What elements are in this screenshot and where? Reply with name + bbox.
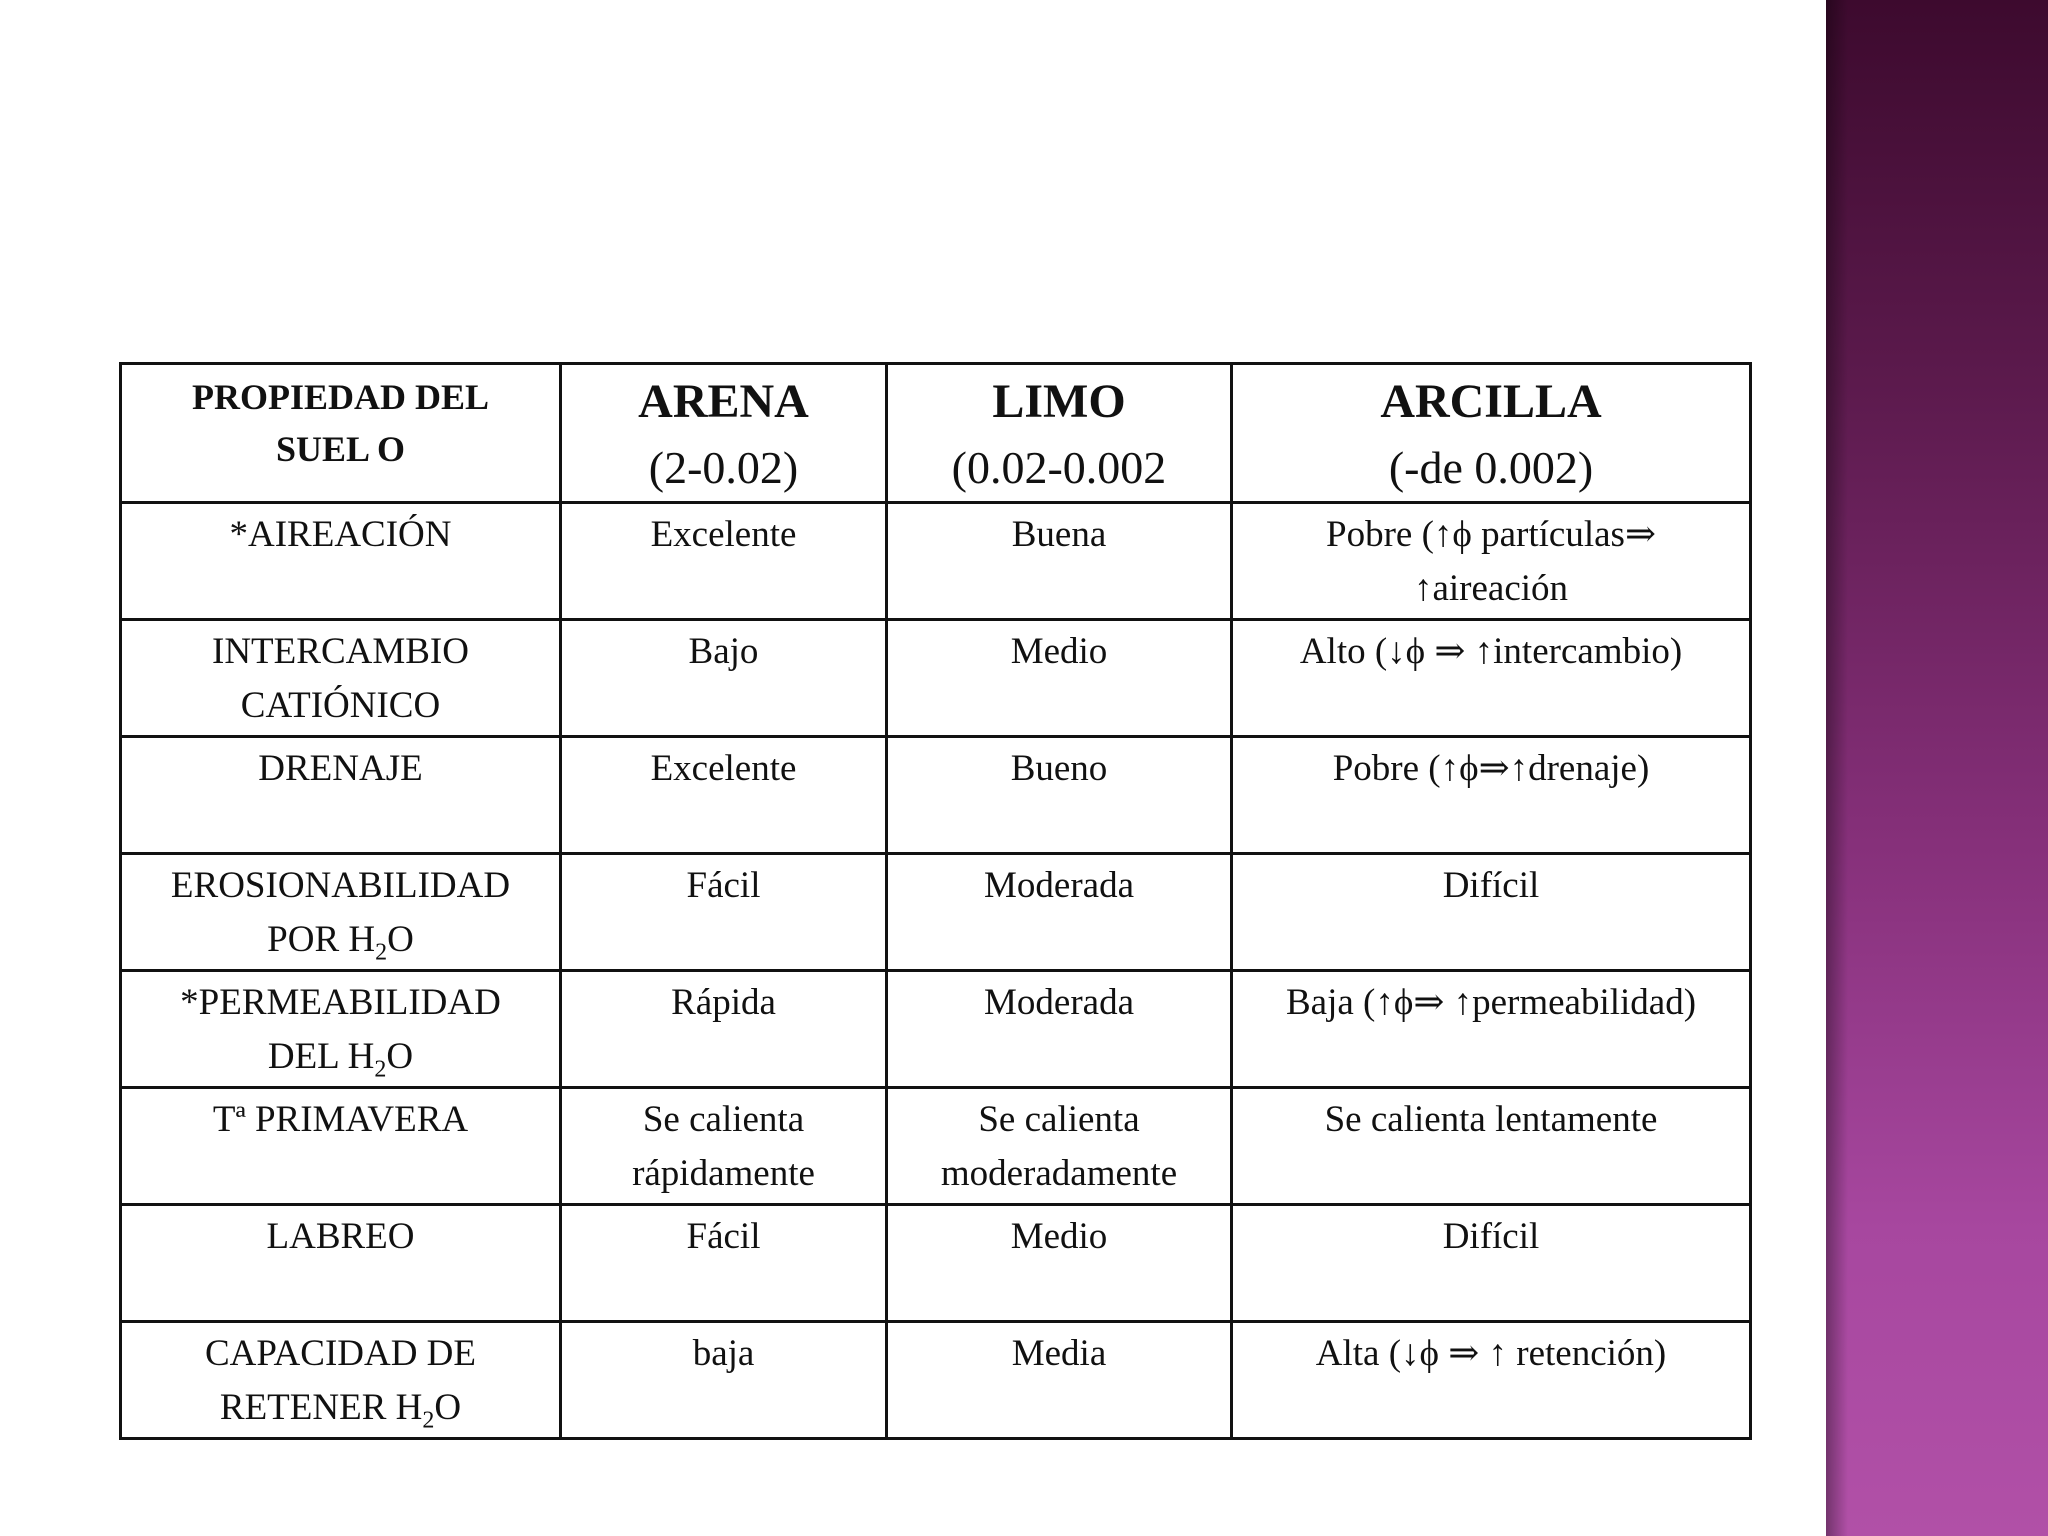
cell-property <box>121 971 561 1088</box>
header-arena <box>561 364 887 503</box>
table-row <box>121 971 1751 1088</box>
cell-text: Se calienta <box>642 1099 805 1140</box>
cell-limo <box>887 854 1232 971</box>
cell-text: Fácil <box>686 865 761 906</box>
cell-text: CATIÓNICO <box>240 685 441 726</box>
header-limo-range: (0.02-0.002 <box>951 442 1167 493</box>
cell-text: Se calienta lentamente <box>1324 1099 1658 1140</box>
cell-property <box>121 1205 561 1322</box>
cell-arcilla <box>1232 503 1751 620</box>
cell-property <box>121 854 561 971</box>
soil-properties-table-wrapper <box>119 362 1749 1434</box>
cell-limo <box>887 1205 1232 1322</box>
cell-text-formula <box>132 1381 549 1435</box>
cell-property <box>121 737 561 854</box>
cell-property <box>121 1088 561 1205</box>
cell-text: Alto (↓ϕ ⇒ ↑intercambio) <box>1299 631 1683 672</box>
formula-subscript: 2 <box>375 939 388 966</box>
header-arcilla <box>1232 364 1751 503</box>
cell-text: Medio <box>1010 631 1108 672</box>
formula-part: O <box>434 1387 462 1428</box>
cell-arcilla <box>1232 854 1751 971</box>
cell-arena <box>561 620 887 737</box>
formula-subscript: 2 <box>422 1407 435 1434</box>
cell-text: moderadamente <box>940 1153 1178 1194</box>
cell-text: rápidamente <box>632 1153 815 1194</box>
cell-text-formula <box>132 1030 549 1084</box>
cell-property <box>121 503 561 620</box>
cell-text: Buena <box>1011 514 1107 555</box>
formula-part: O <box>386 1036 414 1077</box>
cell-text: LABREO <box>266 1216 415 1257</box>
cell-arena <box>561 737 887 854</box>
cell-limo <box>887 1322 1232 1439</box>
cell-limo <box>887 1088 1232 1205</box>
cell-arena <box>561 854 887 971</box>
cell-text: Baja (↑ϕ⇒ ↑permeabilidad) <box>1285 982 1697 1023</box>
cell-text: Pobre (↑ϕ⇒↑drenaje) <box>1332 748 1650 789</box>
cell-arena <box>561 503 887 620</box>
cell-arcilla <box>1232 737 1751 854</box>
cell-text: Difícil <box>1442 1216 1540 1257</box>
table-header-row <box>121 364 1751 503</box>
formula-part: O <box>387 919 414 960</box>
table-row <box>121 1322 1751 1439</box>
table-row <box>121 503 1751 620</box>
header-limo <box>887 364 1232 503</box>
header-arena-name: ARENA <box>638 375 809 428</box>
soil-properties-table <box>119 362 1752 1440</box>
cell-limo <box>887 503 1232 620</box>
header-property-line2: SUEL O <box>275 429 406 469</box>
cell-text: INTERCAMBIO <box>212 631 469 672</box>
cell-text: Fácil <box>686 1216 761 1257</box>
cell-limo <box>887 737 1232 854</box>
cell-arena <box>561 1205 887 1322</box>
header-arcilla-range: (-de 0.002) <box>1388 442 1594 493</box>
cell-arcilla <box>1232 971 1751 1088</box>
table-row <box>121 854 1751 971</box>
header-property <box>121 364 561 503</box>
table-row <box>121 620 1751 737</box>
cell-text: Media <box>1011 1333 1107 1374</box>
cell-text: Rápida <box>671 982 776 1023</box>
cell-text: CAPACIDAD DE <box>204 1333 477 1374</box>
cell-text: Medio <box>1010 1216 1108 1257</box>
cell-arena <box>561 1088 887 1205</box>
cell-text: Se calienta <box>978 1099 1140 1140</box>
cell-text: Bajo <box>688 631 759 672</box>
table-row <box>121 1088 1751 1205</box>
table-row <box>121 1205 1751 1322</box>
header-arcilla-name: ARCILLA <box>1380 375 1602 428</box>
cell-text: Bueno <box>1010 748 1108 789</box>
formula-subscript: 2 <box>374 1056 387 1083</box>
cell-limo <box>887 620 1232 737</box>
table-row <box>121 737 1751 854</box>
cell-text: *AIREACIÓN <box>229 514 452 555</box>
header-limo-name: LIMO <box>992 375 1126 428</box>
formula-part: DEL H <box>267 1036 375 1077</box>
cell-arena <box>561 1322 887 1439</box>
cell-text: Difícil <box>1442 865 1540 906</box>
formula-part: RETENER H <box>219 1387 423 1428</box>
cell-text: Excelente <box>650 748 797 789</box>
header-arena-range: (2-0.02) <box>648 442 799 493</box>
cell-property <box>121 620 561 737</box>
cell-text: DRENAJE <box>258 748 423 789</box>
cell-text: baja <box>692 1333 755 1374</box>
cell-text: EROSIONABILIDAD <box>170 865 511 906</box>
cell-text: ↑aireación <box>1413 568 1569 609</box>
cell-text-formula <box>132 913 549 967</box>
cell-arcilla <box>1232 1088 1751 1205</box>
cell-arcilla <box>1232 1322 1751 1439</box>
header-property-line1: PROPIEDAD DEL <box>191 377 490 417</box>
cell-text: *PERMEABILIDAD <box>180 982 501 1023</box>
cell-text: Tª PRIMAVERA <box>212 1099 469 1140</box>
cell-text: Alta (↓ϕ ⇒ ↑ retención) <box>1315 1333 1667 1374</box>
formula-part: POR H <box>267 919 376 960</box>
cell-limo <box>887 971 1232 1088</box>
cell-arcilla <box>1232 1205 1751 1322</box>
decorative-side-band <box>1826 0 2048 1536</box>
cell-property <box>121 1322 561 1439</box>
cell-text: Pobre (↑ϕ partículas⇒ <box>1326 514 1656 555</box>
cell-arena <box>561 971 887 1088</box>
cell-arcilla <box>1232 620 1751 737</box>
cell-text: Moderada <box>984 865 1134 906</box>
cell-text: Excelente <box>650 514 797 555</box>
cell-text: Moderada <box>984 982 1134 1023</box>
